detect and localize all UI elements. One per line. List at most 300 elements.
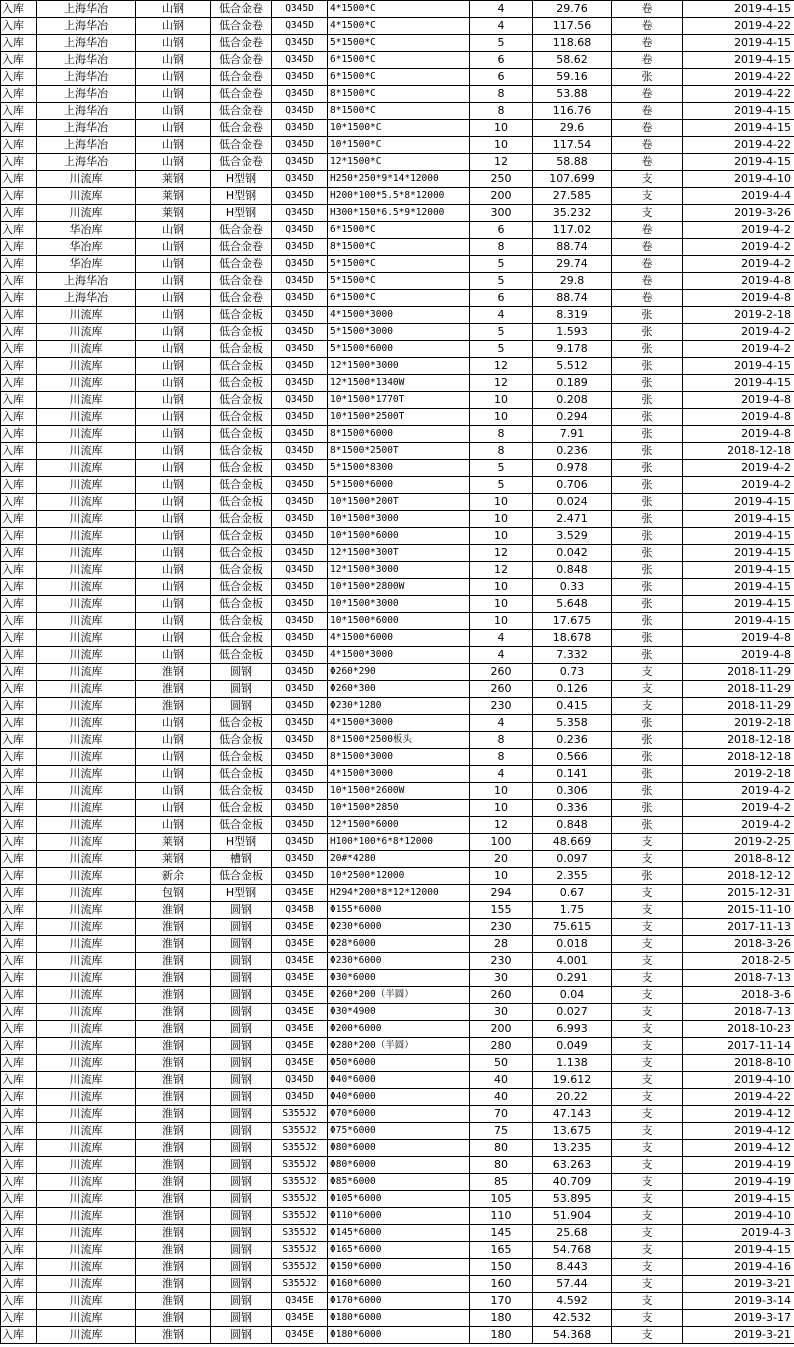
cell-unit: 支 xyxy=(612,1089,683,1106)
cell-date: 2019-4-8 xyxy=(683,409,794,426)
cell-product: 低合金板 xyxy=(211,647,272,664)
cell-product: 低合金板 xyxy=(211,783,272,800)
cell-origin: 淮钢 xyxy=(136,1191,211,1208)
cell-origin: 淮钢 xyxy=(136,1004,211,1021)
table-row xyxy=(1,545,794,562)
cell-grade: Q345D xyxy=(272,222,328,239)
cell-weight: 5.358 xyxy=(533,715,612,732)
cell-grade: Q345D xyxy=(272,52,328,69)
cell-grade: Q345D xyxy=(272,18,328,35)
cell-warehouse: 川流库 xyxy=(37,1021,136,1038)
table-row xyxy=(1,562,794,579)
cell-warehouse: 川流库 xyxy=(37,545,136,562)
cell-product: 圆钢 xyxy=(211,1225,272,1242)
cell-grade: Q345D xyxy=(272,239,328,256)
cell-origin: 山钢 xyxy=(136,375,211,392)
table-row xyxy=(1,171,794,188)
cell-thickness: 12 xyxy=(470,154,533,171)
cell-unit: 张 xyxy=(612,460,683,477)
cell-type: 入库 xyxy=(1,936,37,953)
cell-type: 入库 xyxy=(1,1106,37,1123)
cell-spec: 4*1500*C xyxy=(328,1,470,18)
cell-spec: 8*1500*2500T xyxy=(328,443,470,460)
cell-origin: 淮钢 xyxy=(136,1327,211,1344)
cell-weight: 0.027 xyxy=(533,1004,612,1021)
cell-grade: Q345D xyxy=(272,324,328,341)
cell-thickness: 6 xyxy=(470,52,533,69)
cell-unit: 张 xyxy=(612,477,683,494)
cell-origin: 山钢 xyxy=(136,120,211,137)
cell-product: 低合金卷 xyxy=(211,273,272,290)
cell-date: 2018-12-18 xyxy=(683,749,794,766)
cell-date: 2019-4-10 xyxy=(683,171,794,188)
cell-date: 2019-4-3 xyxy=(683,1225,794,1242)
cell-weight: 0.294 xyxy=(533,409,612,426)
cell-thickness: 10 xyxy=(470,409,533,426)
cell-date: 2019-4-15 xyxy=(683,120,794,137)
cell-grade: Q345D xyxy=(272,681,328,698)
cell-weight: 48.669 xyxy=(533,834,612,851)
table-row xyxy=(1,647,794,664)
table-row xyxy=(1,851,794,868)
cell-thickness: 5 xyxy=(470,35,533,52)
cell-thickness: 5 xyxy=(470,273,533,290)
cell-spec: 6*1500*C xyxy=(328,290,470,307)
table-row xyxy=(1,817,794,834)
cell-type: 入库 xyxy=(1,834,37,851)
cell-warehouse: 川流库 xyxy=(37,205,136,222)
table-row xyxy=(1,834,794,851)
cell-thickness: 8 xyxy=(470,749,533,766)
cell-thickness: 10 xyxy=(470,579,533,596)
cell-grade: Q345D xyxy=(272,154,328,171)
cell-date: 2018-11-29 xyxy=(683,681,794,698)
cell-thickness: 12 xyxy=(470,358,533,375)
cell-thickness: 10 xyxy=(470,596,533,613)
cell-origin: 山钢 xyxy=(136,290,211,307)
cell-date: 2019-4-2 xyxy=(683,341,794,358)
cell-grade: Q345D xyxy=(272,1,328,18)
cell-weight: 9.178 xyxy=(533,341,612,358)
cell-type: 入库 xyxy=(1,103,37,120)
cell-warehouse: 川流库 xyxy=(37,511,136,528)
cell-weight: 1.593 xyxy=(533,324,612,341)
cell-date: 2019-4-2 xyxy=(683,783,794,800)
cell-type: 入库 xyxy=(1,664,37,681)
table-row xyxy=(1,613,794,630)
cell-spec: 6*1500*C xyxy=(328,222,470,239)
cell-thickness: 180 xyxy=(470,1327,533,1344)
cell-weight: 20.22 xyxy=(533,1089,612,1106)
cell-weight: 58.62 xyxy=(533,52,612,69)
cell-type: 入库 xyxy=(1,545,37,562)
table-row xyxy=(1,86,794,103)
cell-date: 2019-2-18 xyxy=(683,307,794,324)
cell-type: 入库 xyxy=(1,919,37,936)
cell-type: 入库 xyxy=(1,1055,37,1072)
cell-origin: 莱钢 xyxy=(136,205,211,222)
cell-type: 入库 xyxy=(1,205,37,222)
cell-unit: 卷 xyxy=(612,154,683,171)
cell-origin: 山钢 xyxy=(136,579,211,596)
cell-unit: 张 xyxy=(612,511,683,528)
cell-warehouse: 川流库 xyxy=(37,647,136,664)
cell-type: 入库 xyxy=(1,511,37,528)
cell-unit: 张 xyxy=(612,766,683,783)
cell-grade: Q345D xyxy=(272,307,328,324)
cell-date: 2018-12-12 xyxy=(683,868,794,885)
cell-thickness: 6 xyxy=(470,290,533,307)
cell-date: 2018-10-23 xyxy=(683,1021,794,1038)
cell-unit: 支 xyxy=(612,987,683,1004)
cell-unit: 支 xyxy=(612,1259,683,1276)
cell-warehouse: 上海华冶 xyxy=(37,86,136,103)
cell-product: 低合金板 xyxy=(211,800,272,817)
cell-spec: Φ70*6000 xyxy=(328,1106,470,1123)
cell-spec: Φ260*200（半圆） xyxy=(328,987,470,1004)
cell-weight: 0.126 xyxy=(533,681,612,698)
cell-warehouse: 川流库 xyxy=(37,1140,136,1157)
cell-product: 低合金板 xyxy=(211,341,272,358)
cell-product: 低合金卷 xyxy=(211,137,272,154)
cell-date: 2019-4-4 xyxy=(683,188,794,205)
cell-warehouse: 川流库 xyxy=(37,681,136,698)
cell-thickness: 12 xyxy=(470,817,533,834)
cell-spec: 10*1500*C xyxy=(328,120,470,137)
cell-unit: 张 xyxy=(612,732,683,749)
cell-thickness: 4 xyxy=(470,1,533,18)
cell-unit: 支 xyxy=(612,681,683,698)
cell-weight: 88.74 xyxy=(533,239,612,256)
cell-grade: S355J2 xyxy=(272,1242,328,1259)
cell-thickness: 8 xyxy=(470,239,533,256)
cell-grade: Q345D xyxy=(272,273,328,290)
table-row xyxy=(1,392,794,409)
cell-spec: 10*1500*2800W xyxy=(328,579,470,596)
table-row xyxy=(1,528,794,545)
cell-grade: Q345D xyxy=(272,460,328,477)
cell-weight: 58.88 xyxy=(533,154,612,171)
cell-thickness: 50 xyxy=(470,1055,533,1072)
cell-grade: Q345D xyxy=(272,205,328,222)
cell-date: 2019-3-21 xyxy=(683,1327,794,1344)
cell-product: 低合金板 xyxy=(211,460,272,477)
cell-warehouse: 上海华冶 xyxy=(37,69,136,86)
cell-origin: 淮钢 xyxy=(136,1225,211,1242)
cell-thickness: 230 xyxy=(470,698,533,715)
cell-type: 入库 xyxy=(1,783,37,800)
cell-weight: 53.895 xyxy=(533,1191,612,1208)
cell-product: 圆钢 xyxy=(211,1004,272,1021)
cell-date: 2019-4-15 xyxy=(683,35,794,52)
cell-product: H型钢 xyxy=(211,834,272,851)
cell-grade: Q345E xyxy=(272,1038,328,1055)
cell-spec: H250*250*9*14*12000 xyxy=(328,171,470,188)
cell-thickness: 4 xyxy=(470,630,533,647)
cell-unit: 支 xyxy=(612,970,683,987)
cell-unit: 支 xyxy=(612,1004,683,1021)
cell-unit: 卷 xyxy=(612,18,683,35)
cell-unit: 卷 xyxy=(612,103,683,120)
cell-grade: Q345E xyxy=(272,987,328,1004)
cell-grade: Q345E xyxy=(272,1021,328,1038)
cell-unit: 支 xyxy=(612,1021,683,1038)
cell-warehouse: 川流库 xyxy=(37,1174,136,1191)
table-row xyxy=(1,1276,794,1293)
cell-thickness: 8 xyxy=(470,426,533,443)
table-row xyxy=(1,290,794,307)
table-row xyxy=(1,222,794,239)
cell-grade: S355J2 xyxy=(272,1191,328,1208)
cell-warehouse: 川流库 xyxy=(37,800,136,817)
cell-warehouse: 川流库 xyxy=(37,1072,136,1089)
table-row xyxy=(1,460,794,477)
cell-warehouse: 川流库 xyxy=(37,851,136,868)
cell-type: 入库 xyxy=(1,1157,37,1174)
cell-spec: H294*200*8*12*12000 xyxy=(328,885,470,902)
cell-grade: Q345D xyxy=(272,103,328,120)
cell-unit: 卷 xyxy=(612,1,683,18)
cell-product: 圆钢 xyxy=(211,1140,272,1157)
cell-unit: 支 xyxy=(612,1140,683,1157)
cell-warehouse: 川流库 xyxy=(37,477,136,494)
cell-date: 2018-12-18 xyxy=(683,443,794,460)
cell-product: 低合金卷 xyxy=(211,52,272,69)
cell-thickness: 155 xyxy=(470,902,533,919)
table-row xyxy=(1,681,794,698)
cell-warehouse: 川流库 xyxy=(37,596,136,613)
cell-thickness: 10 xyxy=(470,511,533,528)
cell-spec: Φ110*6000 xyxy=(328,1208,470,1225)
cell-thickness: 200 xyxy=(470,188,533,205)
cell-unit: 支 xyxy=(612,1208,683,1225)
cell-type: 入库 xyxy=(1,953,37,970)
cell-warehouse: 华冶库 xyxy=(37,239,136,256)
cell-date: 2019-4-15 xyxy=(683,52,794,69)
cell-warehouse: 川流库 xyxy=(37,613,136,630)
cell-date: 2019-4-22 xyxy=(683,69,794,86)
table-row xyxy=(1,188,794,205)
cell-origin: 淮钢 xyxy=(136,1021,211,1038)
cell-thickness: 110 xyxy=(470,1208,533,1225)
cell-type: 入库 xyxy=(1,902,37,919)
cell-weight: 0.33 xyxy=(533,579,612,596)
cell-warehouse: 川流库 xyxy=(37,528,136,545)
cell-weight: 5.648 xyxy=(533,596,612,613)
cell-grade: Q345D xyxy=(272,86,328,103)
cell-origin: 莱钢 xyxy=(136,851,211,868)
cell-weight: 0.236 xyxy=(533,443,612,460)
cell-thickness: 12 xyxy=(470,562,533,579)
cell-product: 低合金板 xyxy=(211,579,272,596)
cell-warehouse: 上海华冶 xyxy=(37,273,136,290)
cell-origin: 淮钢 xyxy=(136,1310,211,1327)
cell-date: 2019-4-15 xyxy=(683,1191,794,1208)
cell-spec: Φ28*6000 xyxy=(328,936,470,953)
table-row xyxy=(1,358,794,375)
cell-thickness: 80 xyxy=(470,1140,533,1157)
cell-unit: 支 xyxy=(612,1293,683,1310)
cell-warehouse: 川流库 xyxy=(37,970,136,987)
cell-date: 2019-3-17 xyxy=(683,1310,794,1327)
table-row xyxy=(1,494,794,511)
cell-grade: Q345E xyxy=(272,1293,328,1310)
cell-date: 2017-11-14 xyxy=(683,1038,794,1055)
cell-product: 低合金板 xyxy=(211,443,272,460)
cell-thickness: 165 xyxy=(470,1242,533,1259)
cell-grade: Q345D xyxy=(272,596,328,613)
cell-weight: 0.306 xyxy=(533,783,612,800)
cell-date: 2018-12-18 xyxy=(683,732,794,749)
cell-spec: Φ230*1280 xyxy=(328,698,470,715)
cell-origin: 淮钢 xyxy=(136,936,211,953)
cell-product: H型钢 xyxy=(211,885,272,902)
cell-product: 圆钢 xyxy=(211,1089,272,1106)
cell-warehouse: 川流库 xyxy=(37,579,136,596)
cell-warehouse: 上海华冶 xyxy=(37,1,136,18)
cell-origin: 山钢 xyxy=(136,392,211,409)
cell-warehouse: 川流库 xyxy=(37,1123,136,1140)
cell-date: 2019-2-18 xyxy=(683,766,794,783)
table-row xyxy=(1,664,794,681)
cell-grade: S355J2 xyxy=(272,1157,328,1174)
cell-spec: 12*1500*3000 xyxy=(328,562,470,579)
cell-unit: 张 xyxy=(612,613,683,630)
cell-grade: Q345D xyxy=(272,664,328,681)
table-row xyxy=(1,1310,794,1327)
cell-product: 圆钢 xyxy=(211,1310,272,1327)
cell-date: 2019-2-25 xyxy=(683,834,794,851)
cell-unit: 张 xyxy=(612,630,683,647)
cell-product: 圆钢 xyxy=(211,1157,272,1174)
cell-grade: S355J2 xyxy=(272,1174,328,1191)
cell-date: 2018-7-13 xyxy=(683,970,794,987)
cell-warehouse: 川流库 xyxy=(37,1208,136,1225)
cell-grade: Q345D xyxy=(272,494,328,511)
cell-spec: Φ180*6000 xyxy=(328,1327,470,1344)
cell-spec: H100*100*6*8*12000 xyxy=(328,834,470,851)
cell-type: 入库 xyxy=(1,120,37,137)
cell-weight: 18.678 xyxy=(533,630,612,647)
cell-grade: Q345D xyxy=(272,511,328,528)
table-row xyxy=(1,868,794,885)
cell-origin: 山钢 xyxy=(136,613,211,630)
cell-type: 入库 xyxy=(1,698,37,715)
cell-date: 2019-4-8 xyxy=(683,647,794,664)
cell-thickness: 80 xyxy=(470,1157,533,1174)
cell-weight: 0.236 xyxy=(533,732,612,749)
cell-date: 2019-4-15 xyxy=(683,579,794,596)
cell-spec: 4*1500*3000 xyxy=(328,766,470,783)
cell-product: H型钢 xyxy=(211,171,272,188)
cell-spec: 10*1500*2850 xyxy=(328,800,470,817)
cell-spec: 5*1500*6000 xyxy=(328,341,470,358)
cell-date: 2019-4-8 xyxy=(683,630,794,647)
cell-origin: 山钢 xyxy=(136,137,211,154)
cell-date: 2019-4-22 xyxy=(683,18,794,35)
cell-date: 2019-4-15 xyxy=(683,545,794,562)
cell-type: 入库 xyxy=(1,494,37,511)
cell-unit: 卷 xyxy=(612,137,683,154)
cell-type: 入库 xyxy=(1,1004,37,1021)
cell-warehouse: 川流库 xyxy=(37,732,136,749)
cell-origin: 淮钢 xyxy=(136,1174,211,1191)
cell-origin: 山钢 xyxy=(136,35,211,52)
cell-unit: 张 xyxy=(612,494,683,511)
cell-origin: 山钢 xyxy=(136,1,211,18)
cell-type: 入库 xyxy=(1,1327,37,1344)
cell-unit: 张 xyxy=(612,392,683,409)
table-row xyxy=(1,120,794,137)
cell-product: 圆钢 xyxy=(211,1021,272,1038)
cell-grade: Q345E xyxy=(272,936,328,953)
cell-unit: 支 xyxy=(612,834,683,851)
cell-product: 低合金卷 xyxy=(211,239,272,256)
cell-unit: 张 xyxy=(612,647,683,664)
cell-product: 圆钢 xyxy=(211,1327,272,1344)
cell-thickness: 4 xyxy=(470,766,533,783)
cell-product: 低合金板 xyxy=(211,766,272,783)
cell-weight: 35.232 xyxy=(533,205,612,222)
cell-type: 入库 xyxy=(1,970,37,987)
cell-grade: Q345D xyxy=(272,375,328,392)
cell-weight: 29.76 xyxy=(533,1,612,18)
table-row xyxy=(1,1293,794,1310)
cell-unit: 支 xyxy=(612,1055,683,1072)
cell-thickness: 294 xyxy=(470,885,533,902)
cell-thickness: 10 xyxy=(470,868,533,885)
cell-origin: 淮钢 xyxy=(136,1157,211,1174)
cell-origin: 莱钢 xyxy=(136,171,211,188)
cell-type: 入库 xyxy=(1,188,37,205)
cell-grade: Q345E xyxy=(272,1310,328,1327)
cell-date: 2019-3-14 xyxy=(683,1293,794,1310)
cell-unit: 支 xyxy=(612,171,683,188)
cell-unit: 支 xyxy=(612,698,683,715)
cell-weight: 0.049 xyxy=(533,1038,612,1055)
cell-origin: 淮钢 xyxy=(136,1106,211,1123)
table-row xyxy=(1,732,794,749)
table-row xyxy=(1,18,794,35)
cell-type: 入库 xyxy=(1,800,37,817)
cell-origin: 山钢 xyxy=(136,86,211,103)
cell-thickness: 200 xyxy=(470,1021,533,1038)
table-row xyxy=(1,324,794,341)
cell-type: 入库 xyxy=(1,1225,37,1242)
cell-warehouse: 川流库 xyxy=(37,1191,136,1208)
cell-weight: 1.138 xyxy=(533,1055,612,1072)
table-row xyxy=(1,715,794,732)
cell-thickness: 40 xyxy=(470,1072,533,1089)
cell-type: 入库 xyxy=(1,851,37,868)
cell-unit: 支 xyxy=(612,936,683,953)
cell-weight: 88.74 xyxy=(533,290,612,307)
cell-spec: Φ40*6000 xyxy=(328,1072,470,1089)
cell-origin: 莱钢 xyxy=(136,188,211,205)
cell-warehouse: 川流库 xyxy=(37,443,136,460)
cell-date: 2018-11-29 xyxy=(683,664,794,681)
cell-grade: Q345D xyxy=(272,851,328,868)
cell-grade: Q345D xyxy=(272,69,328,86)
table-row xyxy=(1,630,794,647)
cell-type: 入库 xyxy=(1,528,37,545)
cell-thickness: 260 xyxy=(470,681,533,698)
cell-thickness: 260 xyxy=(470,987,533,1004)
cell-thickness: 10 xyxy=(470,613,533,630)
cell-weight: 63.263 xyxy=(533,1157,612,1174)
cell-product: 低合金卷 xyxy=(211,154,272,171)
cell-thickness: 100 xyxy=(470,834,533,851)
